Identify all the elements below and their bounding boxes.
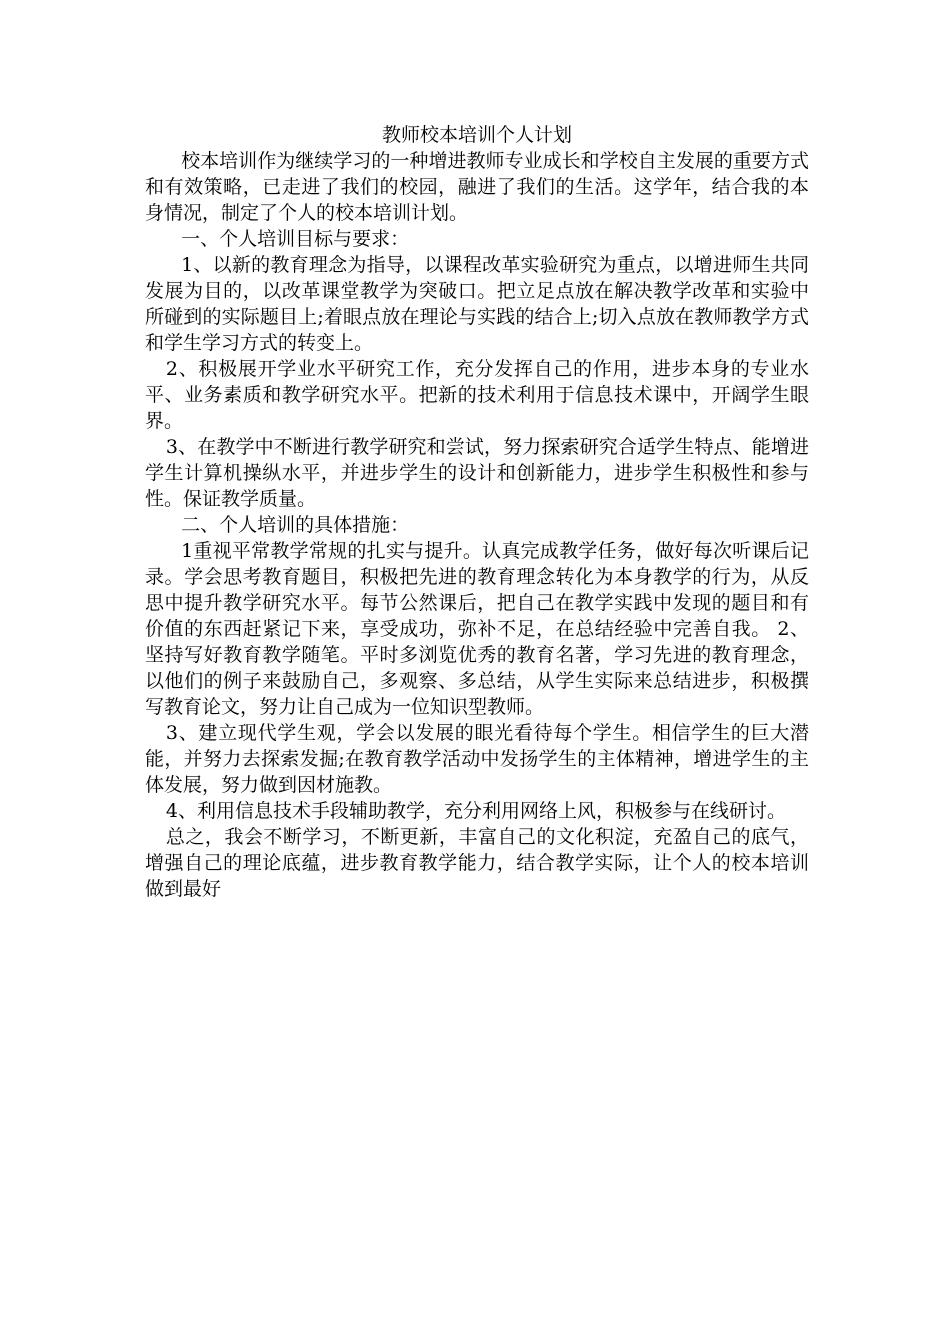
paragraph-goal-1: 1、以新的教育理念为指导，以课程改革实验研究为重点，以增进师生共同发展为目的，以改革课堂教学为突破口。把立足点放在解决教学改革和实验中所碰到的实际题目上;着眼点放在理论与实践的结合上;切入点放在教师教学方式和学生学习方式的转变上。 [145,254,809,354]
document-body [145,122,809,902]
document-title: 教师校本培训个人计划 [381,124,572,146]
paragraph-conclusion: 总之，我会不断学习，不断更新，丰富自己的文化积淀，充盈自己的底气，增强自己的理论底蕴，进步教育教学能力，结合教学实际，让个人的校本培训做到最好 [145,826,809,900]
paragraph-goal-3: 3、在教学中不断进行教学研究和尝试，努力探索研究合适学生特点、能增进学生计算机操纵水平，并进步学生的设计和创新能力，进步学生积极性和参与性。保证教学质量。 [145,436,809,510]
paragraph-measure-1-2: 1重视平常教学常规的扎实与提升。认真完成教学任务，做好每次听课后记录。学会思考教育题目，积极把先进的教育理念转化为本身教学的行为，从反思中提升教学研究水平。每节公然课后，把自己在教学实践中发现的题目和有价值的东西赶紧记下来，享受成功，弥补不足，在总结经验中完善自我。 2、坚持写好教育教学随笔。平时多浏览优秀的教育名著，学习先进的教育理念，以他们的例子来鼓励自己，多观察、多总结，从学生实际来总结进步，积极撰写教育论文，努力让自己成为一位知识型教师。 [145,540,809,718]
section-heading-goals: 一、个人培训目标与要求： [181,228,410,250]
paragraph-goal-2: 2、积极展开学业水平研究工作，充分发挥自己的作用，进步本身的专业水平、业务素质和教学研究水平。把新的技术利用于信息技术课中，开阔学生眼界。 [145,358,809,432]
paragraph-measure-4: 4、利用信息技术手段辅助教学，充分利用网络上风，积极参与在线研讨。 [165,800,786,822]
paragraph-intro: 校本培训作为继续学习的一种增进教师专业成长和学校自主发展的重要方式和有效策略，已走进了我们的校园，融进了我们的生活。这学年，结合我的本身情况，制定了个人的校本培训计划。 [145,150,809,224]
paragraph-measure-3: 3、建立现代学生观，学会以发展的眼光看待每个学生。相信学生的巨大潜能，并努力去探索发掘;在教育教学活动中发扬学生的主体精神，增进学生的主体发展，努力做到因材施教。 [145,722,809,796]
section-heading-measures: 二、个人培训的具体措施： [181,514,410,536]
